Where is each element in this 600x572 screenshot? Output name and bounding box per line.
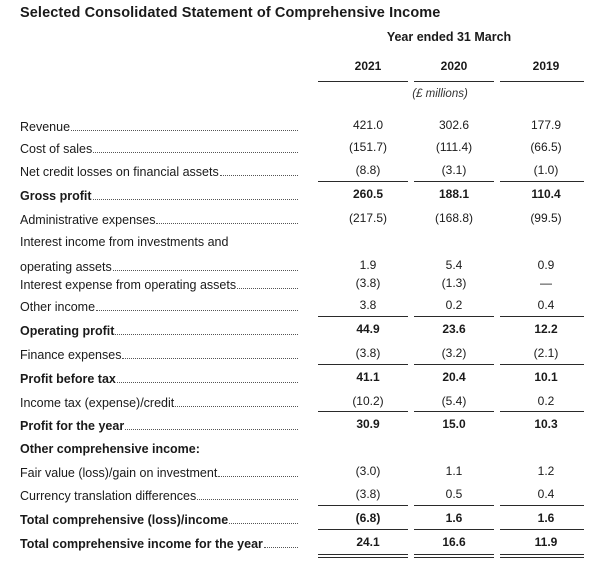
table-row [0, 116, 600, 136]
dot-leader [96, 296, 298, 311]
table-row [0, 320, 600, 340]
value-cell-2020: (1.3) [441, 276, 467, 290]
value-cell-2021: (3.8) [355, 276, 381, 290]
value-cell-2019: 0.2 [537, 394, 555, 408]
value-cell-2019: 10.1 [534, 370, 558, 384]
value-cell-2020: 302.6 [438, 118, 470, 132]
row-label [20, 256, 298, 276]
value-cell-2021: (3.0) [355, 464, 381, 478]
value-cell-2020: 1.6 [445, 511, 463, 525]
value-cell-2019: (99.5) [530, 211, 562, 225]
table-row [0, 138, 600, 158]
row-label-text: Revenue [20, 120, 71, 134]
value-cell-2019: 0.9 [537, 258, 555, 272]
row-label [20, 509, 298, 529]
table-row [0, 185, 600, 205]
row-label-text: Profit before tax [20, 372, 116, 386]
table-row [0, 274, 600, 294]
row-label-text: Finance expenses [20, 348, 122, 362]
value-cell-2020: 15.0 [442, 417, 466, 431]
dot-leader [156, 209, 298, 224]
total-rule [414, 316, 494, 317]
row-label [20, 116, 298, 136]
double-underline [414, 557, 494, 558]
year-header-2020: 2020 [440, 59, 468, 73]
dot-leader [93, 185, 298, 200]
value-cell-2020: (111.4) [435, 140, 473, 154]
table-row [0, 209, 600, 229]
value-cell-2019: — [540, 276, 552, 290]
row-label-line1: Interest income from investments and [20, 235, 229, 249]
total-rule [500, 316, 584, 317]
value-cell-2020: (3.1) [441, 163, 467, 177]
value-cell-2019: 177.9 [530, 118, 562, 132]
value-cell-2021: 1.9 [359, 258, 377, 272]
period-header: Year ended 31 March [386, 30, 512, 44]
value-cell-2019: 1.2 [537, 464, 555, 478]
total-rule [500, 505, 584, 506]
value-cell-2019: (66.5) [530, 140, 562, 154]
value-cell-2020: (168.8) [434, 211, 474, 225]
value-cell-2021: (3.8) [355, 346, 381, 360]
value-cell-2020: 23.6 [442, 322, 466, 336]
year-underline [318, 81, 408, 82]
value-cell-2021: 3.8 [359, 298, 377, 312]
units-label: (£ millions) [412, 88, 468, 100]
year-underline [500, 81, 584, 82]
double-underline [414, 554, 494, 555]
row-label [20, 185, 298, 205]
value-cell-2019: 0.4 [537, 298, 555, 312]
value-cell-2021: 41.1 [356, 370, 380, 384]
double-underline [500, 554, 584, 555]
row-label [20, 296, 298, 316]
value-cell-2020: 1.1 [445, 464, 463, 478]
value-cell-2021: (6.8) [355, 511, 381, 525]
value-cell-2020: 188.1 [438, 187, 470, 201]
section-heading: Other comprehensive income: [20, 442, 200, 456]
row-label-text: Other income [20, 300, 96, 314]
table-row [0, 256, 600, 276]
row-label-text: Total comprehensive income for the year [20, 537, 263, 551]
total-rule [500, 364, 584, 365]
row-label [20, 392, 298, 412]
total-rule [414, 181, 494, 182]
total-rule [500, 529, 584, 530]
total-rule [318, 316, 408, 317]
dot-leader [264, 533, 298, 548]
total-rule [414, 364, 494, 365]
row-label-text: Total comprehensive (loss)/income [20, 513, 229, 527]
row-label-text: Fair value (loss)/gain on investment [20, 466, 218, 480]
dot-leader [175, 392, 298, 407]
table-row [0, 462, 600, 482]
dot-leader [218, 462, 298, 477]
total-rule [414, 505, 494, 506]
value-cell-2021: (151.7) [348, 140, 388, 154]
dot-leader [71, 116, 298, 131]
double-underline [318, 557, 408, 558]
value-cell-2020: 20.4 [442, 370, 466, 384]
total-rule [318, 505, 408, 506]
total-rule [318, 181, 408, 182]
table-row [0, 368, 600, 388]
table-row [0, 392, 600, 412]
row-label [20, 274, 298, 294]
value-cell-2020: 5.4 [445, 258, 463, 272]
row-label [20, 462, 298, 482]
value-cell-2021: (10.2) [352, 394, 384, 408]
dot-leader [237, 274, 298, 289]
value-cell-2019: 0.4 [537, 487, 555, 501]
row-label-text: Interest expense from operating assets [20, 278, 237, 292]
row-label-text: Operating profit [20, 324, 115, 338]
table-row [0, 344, 600, 364]
row-label [20, 533, 298, 553]
double-underline [500, 557, 584, 558]
total-rule [414, 529, 494, 530]
dot-leader [125, 415, 298, 430]
value-cell-2019: (1.0) [533, 163, 559, 177]
table-row [0, 296, 600, 316]
row-label-text: Currency translation differences [20, 489, 197, 503]
value-cell-2021: 30.9 [356, 417, 380, 431]
value-cell-2021: (3.8) [355, 487, 381, 501]
table-row [0, 485, 600, 505]
value-cell-2019: 12.2 [534, 322, 558, 336]
row-label [20, 209, 298, 229]
dot-leader [115, 320, 298, 335]
table-row [0, 533, 600, 553]
value-cell-2021: 260.5 [352, 187, 384, 201]
row-label-text: operating assets [20, 260, 112, 274]
total-rule [318, 364, 408, 365]
value-cell-2020: 0.2 [445, 298, 463, 312]
row-label [20, 368, 298, 388]
value-cell-2019: 11.9 [534, 535, 558, 549]
value-cell-2020: (3.2) [441, 346, 467, 360]
total-rule [500, 181, 584, 182]
row-label-text: Profit for the year [20, 419, 125, 433]
year-header-2021: 2021 [354, 59, 382, 73]
dot-leader [93, 138, 298, 153]
dot-leader [220, 161, 298, 176]
value-cell-2019: 10.3 [534, 417, 558, 431]
row-label [20, 320, 298, 340]
total-rule [318, 529, 408, 530]
year-underline [414, 81, 494, 82]
year-header-2019: 2019 [532, 59, 560, 73]
value-cell-2019: (2.1) [533, 346, 559, 360]
total-rule [318, 411, 408, 412]
dot-leader [117, 368, 298, 383]
row-label [20, 344, 298, 364]
value-cell-2021: 421.0 [352, 118, 384, 132]
value-cell-2020: 0.5 [445, 487, 463, 501]
value-cell-2019: 1.6 [537, 511, 555, 525]
row-label [20, 138, 298, 158]
dot-leader [229, 509, 298, 524]
table-row [0, 161, 600, 181]
row-label [20, 161, 298, 181]
value-cell-2021: 44.9 [356, 322, 380, 336]
total-rule [414, 411, 494, 412]
table-row [0, 509, 600, 529]
row-label-text: Gross profit [20, 189, 92, 203]
row-label-text: Income tax (expense)/credit [20, 396, 175, 410]
row-label-text: Cost of sales [20, 142, 93, 156]
row-label [20, 415, 298, 435]
row-label-text: Net credit losses on financial assets [20, 165, 219, 179]
dot-leader [197, 485, 298, 500]
value-cell-2021: (217.5) [348, 211, 388, 225]
value-cell-2021: 24.1 [356, 535, 380, 549]
double-underline [318, 554, 408, 555]
value-cell-2020: (5.4) [441, 394, 467, 408]
value-cell-2020: 16.6 [442, 535, 466, 549]
dot-leader [113, 256, 298, 271]
dot-leader [122, 344, 298, 359]
value-cell-2019: 110.4 [531, 187, 561, 201]
row-label [20, 485, 298, 505]
total-rule [500, 411, 584, 412]
statement-title: Selected Consolidated Statement of Comprehensive Income [20, 5, 441, 21]
row-label-text: Administrative expenses [20, 213, 156, 227]
table-row [0, 415, 600, 435]
value-cell-2021: (8.8) [355, 163, 381, 177]
